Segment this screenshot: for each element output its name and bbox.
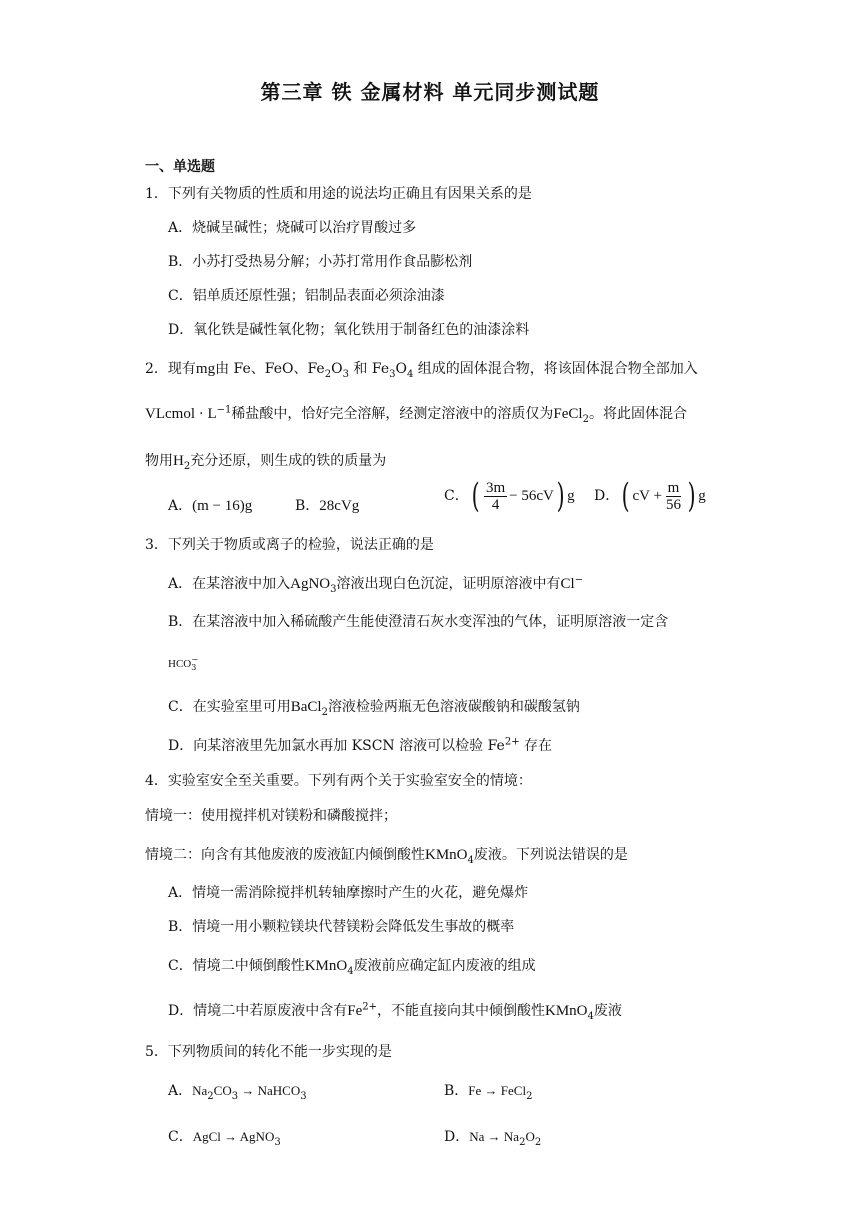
q2-stem-line-1: 2．现有mg由 Fe、FeO、$Fe_2O_3$ 和 $Fe_3O_4$ 组成的固体混合物，将该固体混合物全部加入 (145, 361, 698, 380)
q3-option-b-line-2: $HCO_3^-$ (168, 655, 199, 673)
section-heading: 一、单选题 (145, 159, 215, 175)
q4-stem: 4．实验室安全至关重要。下列有两个关于实验室安全的情境： (145, 773, 532, 789)
q1-option-b: B．小苏打受热易分解；小苏打常用作食品膨松剂 (168, 254, 473, 270)
q4-option-d: D．情境二中若原废液中含有$Fe^{2+}$，不能直接向其中倾倒酸性KMnO$_4$废液 (168, 1001, 622, 1022)
q5-option-c: C．AgCl → AgNO$_3$ (168, 1129, 281, 1148)
q4-option-c: C．情境二中倾倒酸性KMnO$_4$废液前应确定缸内废液的组成 (168, 958, 536, 977)
q1-option-a: A．烧碱呈碱性；烧碱可以治疗胃酸过多 (168, 220, 417, 236)
q3-option-c: C．在实验室里可用BaCl$_2$溶液检验两瓶无色溶液碳酸钠和碳酸氢钠 (168, 699, 580, 718)
q2-option-d: D．( cV + $\frac{m}{56}$ ) g (594, 476, 706, 516)
page-title: 第三章 铁 金属材料 单元同步测试题 (260, 80, 600, 104)
q4-option-a: A．情境一需消除搅拌机转轴摩擦时产生的火花，避免爆炸 (168, 885, 529, 901)
q5-stem: 5．下列物质间的转化不能一步实现的是 (145, 1044, 392, 1060)
q5-option-b: B．Fe → FeCl$_2$ (444, 1083, 533, 1102)
q5-option-d: D．$Na \to Na_2O_2$ (444, 1129, 542, 1148)
q3-stem: 3．下列关于物质或离子的检验，说法正确的是 (145, 537, 434, 553)
q3-option-d: D．向某溶液里先加氯水再加 KSCN 溶液可以检验 $Fe^{2+}$ 存在 (168, 736, 553, 754)
q1-option-d: D．氧化铁是碱性氧化物；氧化铁用于制备红色的油漆涂料 (168, 322, 530, 338)
q2-option-c: C．( $\frac{3m}{4}$ − 56cV) g (444, 476, 575, 516)
q2-stem-line-2: VLcmol · $L^{-1}$稀盐酸中，恰好完全溶解，经测定溶液中的溶质仅为FeCl$_2$。将此固体混合 (145, 404, 687, 425)
q3-option-b-line-1: B．在某溶液中加入稀硫酸产生能使澄清石灰水变浑浊的气体，证明原溶液一定含 (168, 614, 669, 630)
q1-option-c: C．铝单质还原性强；铝制品表面必须涂油漆 (168, 288, 445, 304)
q2-option-a: A．(m − 16)g (168, 498, 253, 514)
q3-option-a: A．在某溶液中加入AgNO$_3$溶液出现白色沉淀，证明原溶液中有Cl− (168, 574, 584, 595)
q4-scenario-1: 情境一：使用搅拌机对镁粉和磷酸搅拌； (145, 808, 397, 824)
q1-stem: 1．下列有关物质的性质和用途的说法均正确且有因果关系的是 (145, 186, 532, 202)
q5-option-a: A．$Na_2CO_3$ → NaHCO$_3$ (168, 1083, 307, 1102)
q2-option-b: B．28cVg (295, 498, 360, 514)
q4-scenario-2: 情境二：向含有其他废液的废液缸内倾倒酸性KMnO$_4$废液。下列说法错误的是 (145, 847, 628, 866)
q4-option-b: B．情境一用小颗粒镁块代替镁粉会降低发生事故的概率 (168, 919, 515, 935)
q2-stem-line-3: 物用$H_2$充分还原，则生成的铁的质量为 (145, 453, 387, 472)
